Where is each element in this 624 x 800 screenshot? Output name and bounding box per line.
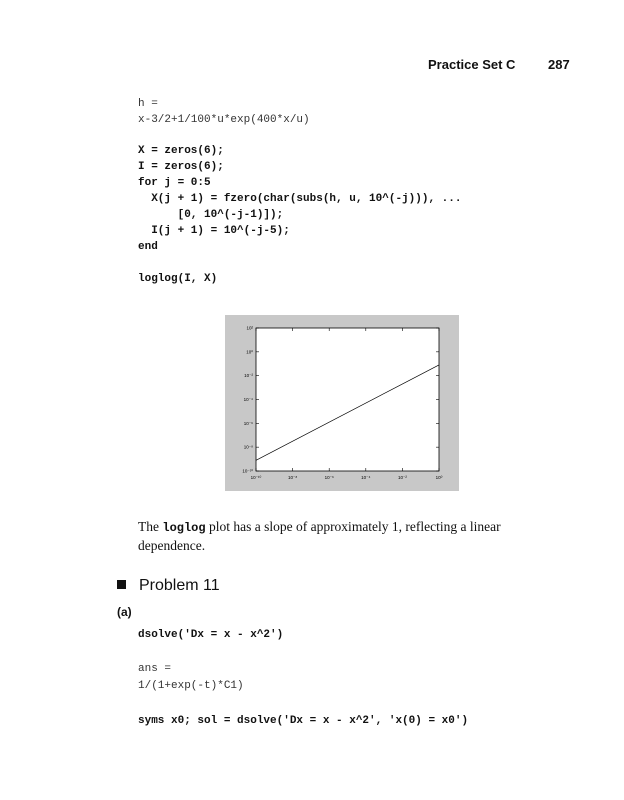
code-line: X = zeros(6); — [138, 145, 224, 157]
x-tick-label: 10⁻² — [397, 475, 407, 480]
code-line: [0, 10^(-j-1)]); — [138, 209, 284, 221]
prose-after: plot has a slope of approximately 1, reflecting a linear dependence. — [138, 519, 501, 553]
y-tick-label: 10⁻¹⁰ — [242, 468, 253, 474]
loglog-chart — [225, 315, 459, 491]
prose-inline-code: loglog — [162, 521, 206, 535]
prose-before: The — [138, 519, 163, 534]
problem-heading — [117, 577, 220, 595]
problem-title: Problem 11 — [139, 577, 220, 594]
code-h-value: x-3/2+1/100*u*exp(400*x/u) — [138, 114, 310, 126]
code-line: end — [138, 241, 158, 253]
part-label: (a) — [117, 605, 132, 619]
y-tick-label: 10⁻² — [244, 373, 253, 379]
code-line: for j = 0:5 — [138, 177, 211, 189]
code-line: I(j + 1) = 10^(-j-5); — [138, 225, 290, 237]
y-tick-label: 10² — [246, 325, 253, 331]
x-tick-label: 10⁻¹⁰ — [250, 475, 262, 480]
running-header-section: Practice Set C — [428, 57, 516, 72]
code-dsolve-line: dsolve('Dx = x - x^2') — [138, 629, 284, 641]
code-ans-label: ans = — [138, 663, 172, 675]
square-bullet-icon — [117, 580, 126, 589]
y-tick-label: 10⁻⁴ — [243, 397, 253, 402]
code-line: X(j + 1) = fzero(char(subs(h, u, 10^(-j))), ... — [138, 193, 462, 205]
code-h-label: h = — [138, 98, 158, 110]
y-tick-label: 10⁻⁸ — [243, 444, 253, 450]
plot-area — [256, 328, 439, 471]
page-number: 287 — [548, 57, 570, 72]
x-tick-label: 10⁻⁴ — [361, 475, 371, 480]
x-tick-label: 10⁻⁶ — [324, 475, 334, 480]
code-loglog-command: loglog(I, X) — [138, 273, 218, 285]
code-ans-value: 1/(1+exp(-t)*C1) — [138, 680, 244, 692]
loglog-figure — [225, 315, 459, 491]
y-tick-label: 10⁻⁶ — [243, 420, 253, 426]
explanation-paragraph — [138, 518, 558, 555]
x-tick-label: 10⁰ — [435, 475, 443, 480]
x-tick-label: 10⁻⁸ — [287, 475, 298, 480]
code-syms-line: syms x0; sol = dsolve('Dx = x - x^2', 'x(0) = x0') — [138, 715, 469, 727]
code-line: I = zeros(6); — [138, 161, 224, 173]
y-tick-label: 10⁰ — [246, 349, 253, 355]
